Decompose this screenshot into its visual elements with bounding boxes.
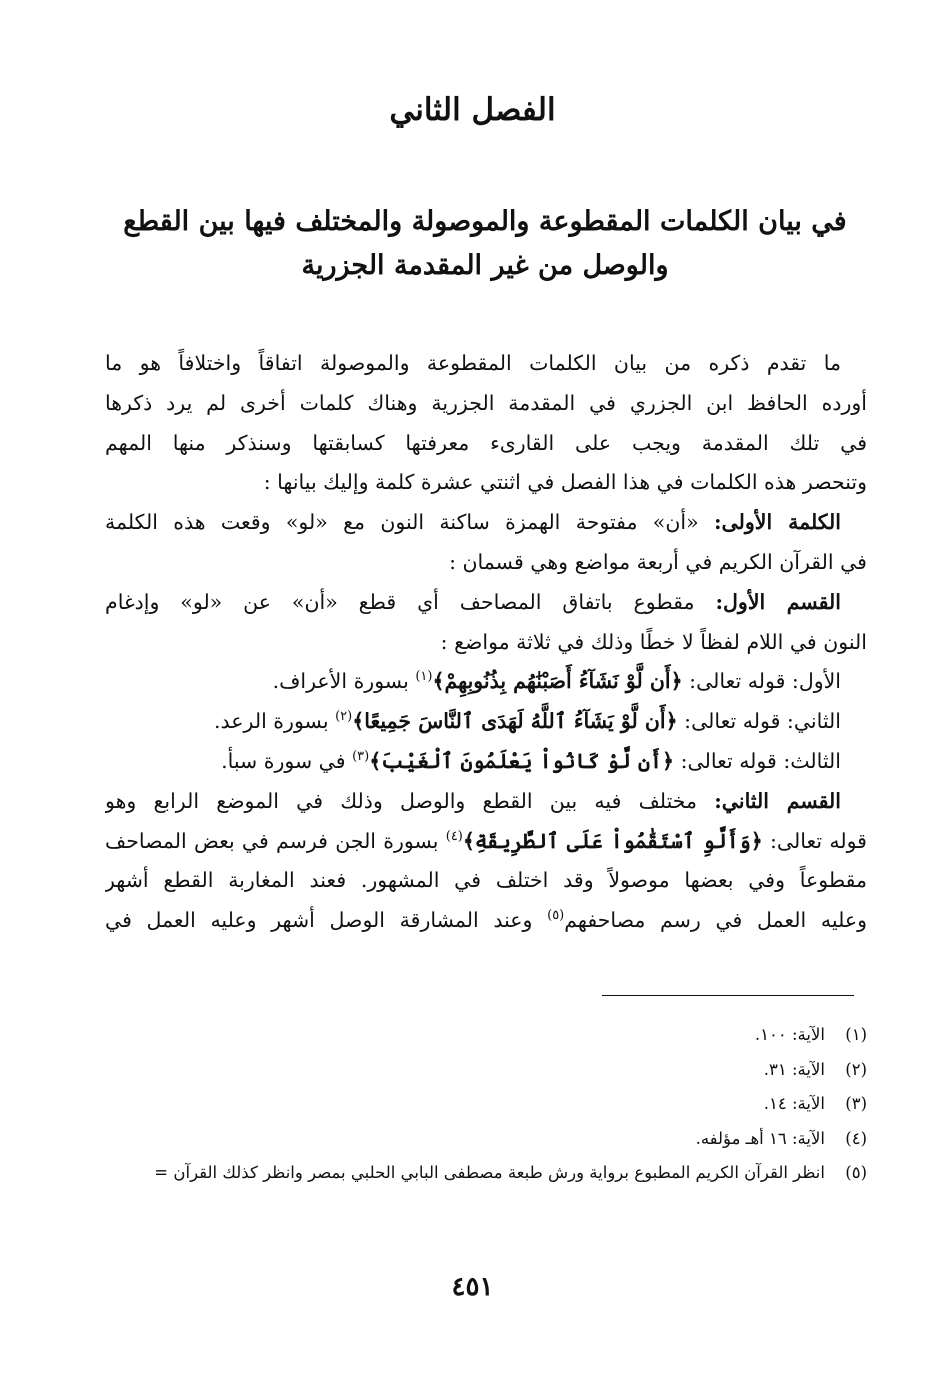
word-one-label: الكلمة الأولى: xyxy=(713,510,842,535)
paragraph-line: أورده الحافظ ابن الجزري في المقدمة الجزرية وهناك كلمات أخرى لم يرد ذكرها xyxy=(105,390,867,415)
paragraph-line: ما تقدم ذكره من بيان الكلمات المقطوعة والموصولة اتفاقاً واختلافاً هو ما xyxy=(105,351,841,375)
footnote-text: انظر القرآن الكريم المطبوع برواية ورش طبعة مصطفى البابي الحلبي بمصر وانظر كذلك القرآن = xyxy=(154,1163,825,1182)
footnote-ref: (٤) xyxy=(445,828,463,844)
footnote xyxy=(105,1087,867,1122)
quran-verse: ﴿وَأَلَّوِ ٱسْتَقَٰمُواْ عَلَى ٱلطَّرِيقَةِ﴾ xyxy=(462,828,763,853)
example-prefix: الثالث: قوله تعالى: xyxy=(680,748,841,773)
section-two-prefix: وعليه العمل في رسم مصاحفهم xyxy=(564,908,867,933)
footnote-ref: (١) xyxy=(415,669,433,685)
example-prefix: الثاني: قوله تعالى: xyxy=(684,709,841,734)
example-line xyxy=(105,662,867,702)
section-two-line xyxy=(105,901,867,941)
section-two-suffix: وعند المشارقة الوصل أشهر وعليه العمل في xyxy=(105,908,533,933)
paragraph-line: في تلك المقدمة ويجب على القارىء معرفتها كسابقتها وسنذكر منها المهم xyxy=(105,430,867,455)
footnote-text: الآية: ١٤. xyxy=(763,1094,825,1113)
quran-verse: ﴿أَن لَّوْ كَانُواْ يَعْلَمُونَ ٱلْغَيْبَ﴾ xyxy=(369,748,675,773)
section-two-label: القسم الثاني: xyxy=(714,788,841,813)
section-two-line xyxy=(105,822,867,862)
footnote-number: (٤) xyxy=(845,1128,867,1148)
footnote xyxy=(105,1156,867,1191)
footnote-number: (١) xyxy=(845,1025,867,1044)
page-number: ٤٥١ xyxy=(451,1272,494,1302)
section-one-text: مقطوع باتفاق المصاحف أي قطع «أن» عن «لو» وإدغام xyxy=(105,589,695,614)
example-suffix: بسورة الأعراف. xyxy=(272,669,409,694)
subtitle-line: والوصل من غير المقدمة الجزرية xyxy=(301,250,669,281)
section-two-line: مقطوعاً وفي بعضها موصولاً وقد اختلف في المشهور. فعند المغاربة القطع أشهر xyxy=(105,868,867,893)
footnote xyxy=(105,1122,867,1157)
paragraph-line: وتنحصر هذه الكلمات في هذا الفصل في اثنتي عشرة كلمة وإليك بيانها : xyxy=(263,470,867,495)
word-one-line xyxy=(105,503,867,543)
footnote xyxy=(105,1018,867,1053)
footnote-text: الآية: ١٠٠. xyxy=(754,1025,825,1044)
footnote-number: (٥) xyxy=(845,1163,867,1182)
quran-verse: ﴿أَن لَّوْ نَشَآءُ أَصَبْنَٰهُم بِذُنُوبِهِمْ﴾ xyxy=(432,669,683,694)
section-two-text: مختلف فيه بين القطع والوصل وذلك في الموضع الرابع وهو xyxy=(105,788,697,813)
footnote-text: الآية: ٣١. xyxy=(763,1059,825,1079)
footnote-text: الآية: ١٦ أهـ مؤلفه. xyxy=(695,1128,825,1148)
example-prefix: الأول: قوله تعالى: xyxy=(689,669,841,694)
footnote-ref: (٢) xyxy=(335,709,353,725)
section-one-line xyxy=(105,583,867,623)
example-line xyxy=(105,742,867,782)
quran-verse: ﴿أَن لَّوْ يَشَآءُ ٱللَّهُ لَهَدَى ٱلنَّاسَ جَمِيعًا﴾ xyxy=(352,709,678,734)
section-two-prefix: قوله تعالى: xyxy=(770,828,867,853)
example-suffix: بسورة الرعد. xyxy=(214,709,329,734)
chapter-title: الفصل الثاني xyxy=(389,92,556,128)
section-subtitle xyxy=(100,200,870,288)
footnote-ref: (٣) xyxy=(352,749,370,765)
word-one-line: في القرآن الكريم في أربعة مواضع وهي قسمان : xyxy=(449,549,867,574)
example-suffix: في سورة سبأ. xyxy=(221,748,346,773)
section-two-line xyxy=(105,782,867,822)
section-one-line: النون في اللام لفظاً لا خطًا وذلك في ثلاثة مواضع : xyxy=(440,629,867,654)
word-one-text: «أن» مفتوحة الهمزة ساكنة النون مع «لو» وقعت هذه الكلمة xyxy=(105,510,699,535)
footnote xyxy=(105,1053,867,1088)
body-text xyxy=(105,344,867,941)
footnote-number: (٣) xyxy=(845,1094,867,1113)
footnote-ref: (٥) xyxy=(547,908,565,924)
footnote-divider xyxy=(602,995,854,996)
example-line xyxy=(105,702,867,742)
section-two-suffix: بسورة الجن فرسم في بعض المصاحف xyxy=(105,828,439,853)
subtitle-line: في بيان الكلمات المقطوعة والموصولة والمختلف فيها بين القطع xyxy=(123,206,847,237)
footnotes xyxy=(105,1018,867,1191)
footnote-number: (٢) xyxy=(845,1059,867,1079)
section-one-label: القسم الأول: xyxy=(715,589,841,614)
